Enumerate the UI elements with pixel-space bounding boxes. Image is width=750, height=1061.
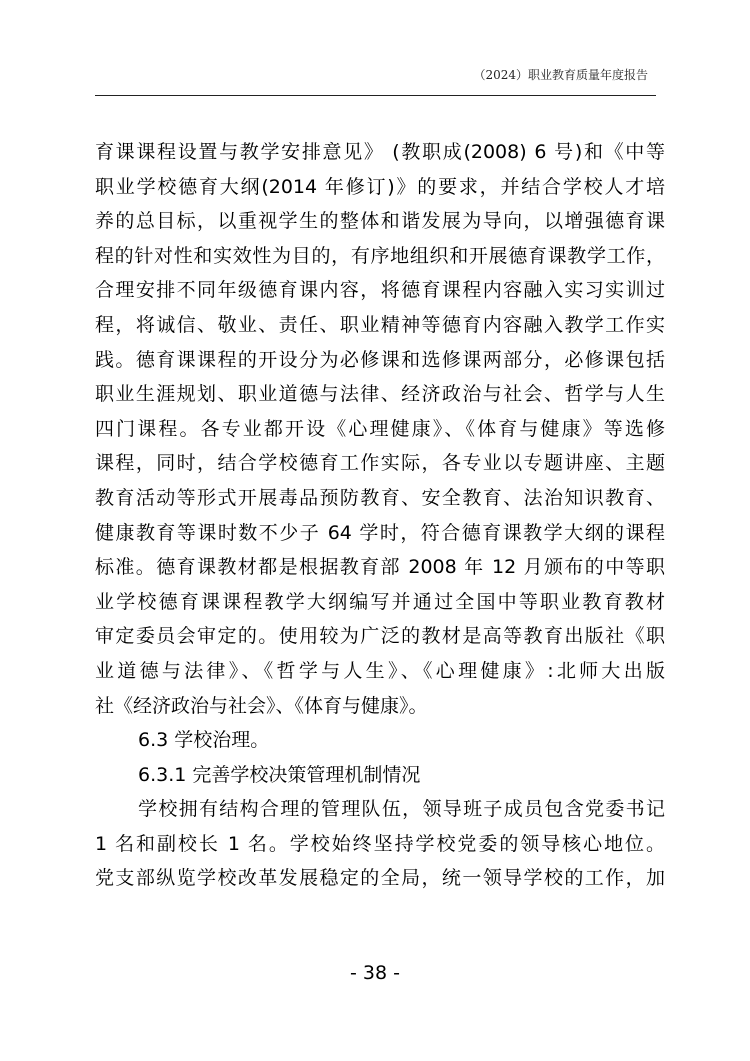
body-line: 职业生涯规划、职业道德与法律、经济政治与社会、哲学与人生: [95, 383, 665, 406]
header-divider: [95, 95, 656, 96]
body-line: 教育活动等形式开展毒品预防教育、安全教育、法治知识教育、: [95, 486, 665, 509]
body-line: 学校拥有结构合理的管理队伍，领导班子成员包含党委书记: [138, 798, 665, 821]
body-line: 育课课程设置与教学安排意见》 (教职成(2008) 6 号)和《中等: [95, 141, 665, 163]
section-heading: 6.3 学校治理。: [138, 729, 270, 752]
body-line: 程，将诚信、敬业、责任、职业精神等德育内容融入教学工作实: [95, 313, 665, 336]
body-line: 程的针对性和实效性为目的，有序地组织和开展德育课教学工作，: [95, 244, 665, 267]
body-line: 养的总目标，以重视学生的整体和谐发展为导向，以增强德育课: [95, 210, 665, 233]
body-line: 课程，同时，结合学校德育工作实际，各专业以专题讲座、主题: [95, 452, 665, 475]
page-number: - 38 -: [350, 962, 400, 984]
body-line: 四门课程。各专业都开设《心理健康》、《体育与健康》等选修: [95, 417, 665, 440]
body-line: 合理安排不同年级德育课内容，将德育课程内容融入实习实训过: [95, 279, 665, 302]
body-line: 业道德与法律》、《哲学与人生》、《心理健康》:北师大出版: [95, 659, 665, 682]
body-line: 党支部纵览学校改革发展稳定的全局，统一领导学校的工作，加: [95, 867, 665, 890]
body-line: 职业学校德育大纲(2014 年修订)》的要求，并结合学校人才培: [95, 175, 665, 198]
running-header: （2024）职业教育质量年度报告: [473, 68, 648, 82]
body-line: 1 名和副校长 1 名。学校始终坚持学校党委的领导核心地位。: [95, 832, 665, 855]
body-text: [95, 135, 665, 896]
subsection-heading: 6.3.1 完善学校决策管理机制情况: [138, 763, 421, 786]
body-line: 践。德育课课程的开设分为必修课和选修课两部分，必修课包括: [95, 348, 665, 371]
body-line: 标准。德育课教材都是根据教育部 2008 年 12 月颁布的中等职: [95, 556, 665, 579]
body-line: 社《经济政治与社会》、《体育与健康》。: [95, 694, 428, 717]
body-line: 审定委员会审定的。使用较为广泛的教材是高等教育出版社《职: [95, 625, 665, 648]
body-line: 健康教育等课时数不少子 64 学时，符合德育课教学大纲的课程: [95, 521, 665, 544]
body-line: 业学校德育课课程教学大纲编写并通过全国中等职业教育教材: [95, 590, 665, 613]
